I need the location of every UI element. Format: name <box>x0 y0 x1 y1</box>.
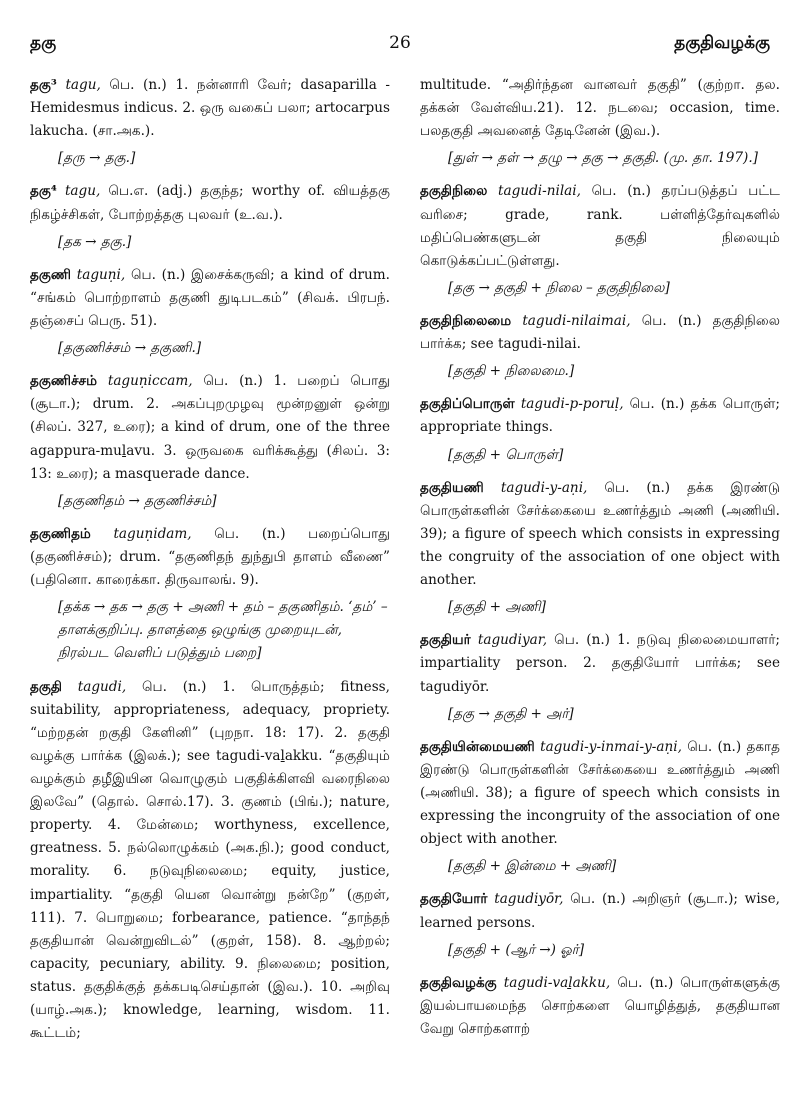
page-number: 26 <box>389 33 411 53</box>
entry-headword: தகு⁴ <box>30 183 57 200</box>
entry-transliteration: tagudiyōr, <box>494 891 564 908</box>
entry-headword: தகுதிவழக்கு <box>420 974 497 991</box>
entry-derivation: [தகுதி + அணி] <box>448 599 546 616</box>
entry-transliteration: tagudi-y-inmai-y-aṇi, <box>540 738 682 755</box>
entry-definition: பெ. (n.) 1. பொருத்தம்; fitness, suitability, appropriateness, adequacy, propriety. “மற்றதன் றகுதி கேளினி” (புறநா. 18: 17). 2. தகுதி வழக்கு பார்க்க (இலக்.); see tagudi-vaḻakku. “தகுதியும் வழக்கும் தழீஇயின வொழுகும் பகுதிக்கிளவி வரைநிலை இலவே” (தொல். சொல்.17). 3. குணம் (பிங்.); nature, property. 4. மேன்மை; worthyness, excellence, greatness. 5. நல்லொழுக்கம் (அக.நி.); good conduct, morality. 6. நடுவுநிலைமை; equity, justice, impartiality. “தகுதி யென வொன்று நன்றே” (குறள், 111). 7. பொறுமை; forbearance, patience. “தாந்தந் தகுதியான் வென்றுவிடல்” (குறள், 158). 8. ஆற்றல்; capacity, pecuniary, ability. 9. நிலைமை; position, status. தகுதிக்குத் தக்கபடிசெய்தான் (இவ.). 10. அறிவு (யாழ்.அக.); knowledge, learning, wisdom. 11. கூட்டம்; <box>30 678 390 1042</box>
entry-derivation: [தகு → தகுதி + அர்] <box>448 705 574 722</box>
entry-derivation: [தகுதி + பொருள்] <box>448 446 564 463</box>
entry-transliteration: tagudi-p-poruḷ, <box>520 396 624 413</box>
entry-derivation: [தகுதி + நிலைமை.] <box>448 363 575 380</box>
entry-transliteration: tagudiyar, <box>477 632 548 649</box>
entry-derivation: [தகுதி + இன்மை + அணி] <box>448 858 617 875</box>
entry-definition: பெ. (n.) பொருள்களுக்கு இயல்பாயமைந்த சொற்களை யொழித்துத், தகுதியான வேறு சொற்களாற் <box>420 974 781 1037</box>
entry-headword: தகுதியர் <box>420 632 471 649</box>
entry-transliteration: taguṇi, <box>76 266 126 283</box>
dictionary-entry <box>420 736 780 852</box>
dictionary-entry <box>420 972 780 1041</box>
entry-definition: பெ. (n.) 1. நடுவு நிலைமையாளர்; impartiality person. 2. தகுதியோர் பார்க்க; see tagudiyōr. <box>420 632 781 695</box>
entry-transliteration: tagudi-nilai, <box>498 183 581 200</box>
entry-transliteration: tagudi-vaḻakku, <box>503 974 611 991</box>
dictionary-entry <box>30 676 390 1046</box>
right-column <box>420 74 780 1045</box>
dictionary-entry <box>30 523 390 592</box>
entry-definition: பெ. (n.) 1. பறைப் பொது (சூடா.); drum. 2. அகப்புறமுழவு மூன்றனுள் ஒன்று (சிலப். 327, உரை); a kind of drum, one of the three agappura-muḻavu. 3. ஒருவகை வரிக்கூத்து (சிலப். 3: 13: உரை); a masquerade dance. <box>30 373 391 482</box>
dictionary-entry <box>30 180 390 226</box>
entry-definition: பெ. (n.) தக்க பொருள்; appropriate things. <box>420 396 780 436</box>
entry-derivation: [தகுதி + (ஆர் →) ஓர்] <box>448 941 585 958</box>
entry-derivation: [தரு → தகு.] <box>58 150 136 167</box>
entry-transliteration: tagudi-nilaimai, <box>522 312 631 329</box>
entry-headword: தகுதிநிலை <box>420 183 488 200</box>
entry-headword: தகுதியணி <box>420 479 484 496</box>
entry-transliteration: tagu, <box>65 77 101 93</box>
entry-transliteration: taguṇidam, <box>113 525 192 542</box>
entry-headword: தகுதிப்பொருள் <box>420 396 515 413</box>
entry-headword: தகுதியின்மையணி <box>420 738 535 755</box>
entry-headword: தகுதிநிலைமை <box>420 312 512 329</box>
entry-transliteration: tagudi-y-aṇi, <box>500 479 588 496</box>
dictionary-entry <box>420 477 780 593</box>
entry-definition: multitude. “அதிர்ந்தன வானவர் தகுதி” (குற்றா. தல. தக்கன் வேள்விய.21). 12. நடவை; occasion, time. பலதகுதி அவனைத் தேடினேன் (இவ.). <box>420 77 780 140</box>
entry-derivation: [தகுணிதம் → தகுணிச்சம்] <box>58 492 217 509</box>
entry-headword: தகுணி <box>30 266 72 283</box>
entry-derivation: [தக → தகு.] <box>58 233 132 250</box>
dictionary-entry <box>30 74 390 143</box>
entry-definition: பெ. (n.) தரப்படுத்தப் பட்ட வரிசை; grade, rank. பள்ளித்தேர்வுகளில் மதிப்பெண்களுடன் தகுதி நிலையும் கொடுக்கப்பட்டுள்ளது. <box>420 183 780 269</box>
entry-definition: பெ. (n.) பறைப்பொது (தகுணிச்சம்); drum. “தகுணிதந் துந்துபி தாளம் வீணை” (பதினொ. காரைக்கா. திருவாலங். 9). <box>30 525 391 589</box>
entry-definition: பெ. (n.) இசைக்கருவி; a kind of drum. “சங்கம் பொற்றாளம் தகுணி துடிபடகம்” (சிவக். பிரபந். தஞ்சைப் பெரு. 51). <box>30 266 390 329</box>
entry-definition: பெ. (n.) அறிஞர் (சூடா.); wise, learned persons. <box>420 891 781 931</box>
dictionary-entry <box>420 888 780 934</box>
entry-definition: பெ. (n.) தக்க இரண்டு பொருள்களின் சேர்க்கையை உணர்த்தும் அணி (அணியி. 39); a figure of speech which consists in expressing the congruity of the association of one object with another. <box>420 479 781 589</box>
entry-derivation: [துள் → தள் → தழு → தகு → தகுதி. (மு. தா. 197).] <box>448 150 758 167</box>
dictionary-entry <box>420 310 780 356</box>
dictionary-entry <box>420 74 780 143</box>
entry-transliteration: tagudi, <box>77 678 127 695</box>
header-left-word: தகு <box>30 33 57 53</box>
entry-headword: தகு³ <box>30 77 57 93</box>
entry-transliteration: tagu, <box>64 183 101 200</box>
entry-transliteration: taguṇiccam, <box>107 373 193 390</box>
entry-derivation: [தகு → தகுதி + நிலை – தகுதிநிலை] <box>448 279 670 296</box>
left-column <box>30 74 390 1049</box>
entry-definition: பெ.எ. (adj.) தகுந்த; worthy of. வியத்தகு நிகழ்ச்சிகள், போற்றத்தகு புலவர் (உ.வ.). <box>30 183 391 223</box>
header-right-word: தகுதிவழக்கு <box>674 33 770 53</box>
entry-definition: பெ. (n.) 1. நன்னாரி வேர்; dasaparilla - Hemidesmus indicus. 2. ஒரு வகைப் பலா; artocarpus lakucha. (சா.அக.). <box>30 77 391 140</box>
dictionary-entry <box>30 264 390 333</box>
dictionary-entry <box>420 393 780 439</box>
entry-headword: தகுதியோர் <box>420 891 488 908</box>
entry-headword: தகுணிச்சம் <box>30 373 98 390</box>
entry-definition: பெ. (n.) தகாத இரண்டு பொருள்களின் சேர்க்கையை உணர்த்தும் அணி (அணியி. 38); a figure of speech which consists in expressing the incongruity of the association of one object with another. <box>420 738 780 848</box>
page-header <box>30 33 770 57</box>
entry-definition: பெ. (n.) தகுதிநிலை பார்க்க; see tagudi-nilai. <box>420 312 781 353</box>
entry-headword: தகுணிதம் <box>30 525 91 542</box>
entry-headword: தகுதி <box>30 678 62 695</box>
dictionary-entry <box>30 370 390 486</box>
entry-derivation: [தக்க → தக → தகு + அணி + தம் – தகுணிதம். ‘தம்’ – தாளக்குறிப்பு. தாளத்தை ஒழுங்கு முறையுடன், நிரல்பட வெளிப் படுத்தும் பறை] <box>58 599 388 662</box>
dictionary-entry <box>420 629 780 698</box>
dictionary-entry <box>420 180 780 272</box>
entry-derivation: [தகுணிச்சம் → தகுணி.] <box>58 340 202 357</box>
